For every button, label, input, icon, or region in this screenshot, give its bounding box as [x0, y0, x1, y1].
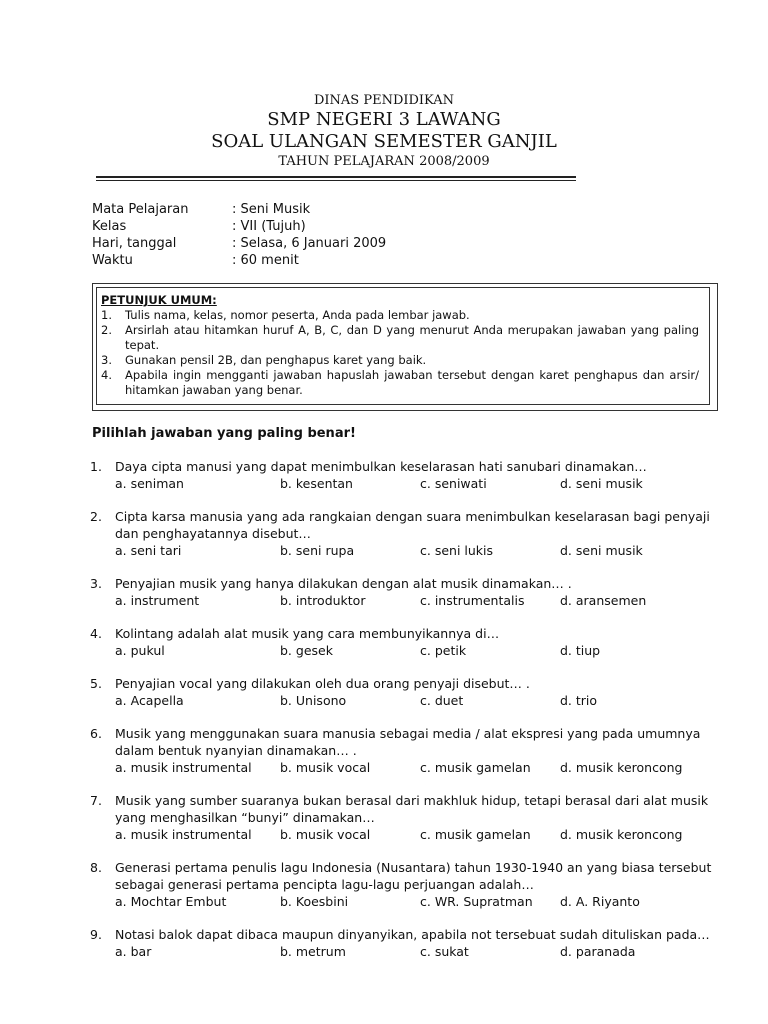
question-number: 8.	[90, 860, 102, 875]
option-a: a. seni tari	[115, 543, 182, 558]
exam-header	[0, 92, 768, 170]
question-item	[90, 508, 730, 559]
question-text: Generasi pertama penulis lagu Indonesia (Nusantara) tahun 1930-1940 an yang biasa tersebut sebagai generasi pertama pencipta lagu-lagu perjuangan adalah…	[115, 860, 712, 892]
header-rule-thick	[96, 176, 576, 178]
info-value: : Selasa, 6 Januari 2009	[232, 236, 387, 251]
academic-year: TAHUN PELAJARAN 2008/2009	[278, 154, 490, 169]
option-b: b. musik vocal	[280, 827, 371, 842]
option-c: c. sukat	[420, 944, 469, 959]
option-b: b. kesentan	[280, 476, 353, 491]
question-item	[90, 625, 730, 659]
answer-options	[90, 826, 730, 843]
instruction-item	[101, 368, 699, 398]
option-a: a. Mochtar Embut	[115, 894, 227, 909]
instructions-title: PETUNJUK UMUM:	[101, 293, 217, 307]
option-c: c. duet	[420, 693, 464, 708]
question-text: Kolintang adalah alat musik yang cara membunyikannya di…	[115, 626, 500, 641]
info-label: Hari, tanggal	[92, 236, 177, 251]
answer-options	[90, 893, 730, 910]
info-label: Waktu	[92, 253, 133, 268]
option-d: d. trio	[560, 693, 598, 708]
info-row-time	[92, 252, 386, 269]
instruction-item	[101, 308, 699, 323]
answer-options	[90, 692, 730, 709]
question-number: 9.	[90, 927, 102, 942]
question-text: Musik yang sumber suaranya bukan berasal dari makhluk hidup, tetapi berasal dari alat musik yang menghasilkan “bunyi” dinamakan…	[115, 793, 709, 825]
header-rule-thin	[96, 180, 576, 181]
option-d: d. aransemen	[560, 593, 647, 608]
question-item	[90, 458, 730, 492]
option-a: a. Acapella	[115, 693, 184, 708]
question-number: 5.	[90, 676, 102, 691]
question-item	[90, 859, 730, 910]
question-number: 6.	[90, 726, 102, 741]
instruction-number: 2.	[101, 323, 112, 337]
option-c: c. seni lukis	[420, 543, 494, 558]
info-value: : VII (Tujuh)	[232, 219, 306, 234]
instruction-item	[101, 353, 699, 368]
option-c: c. seniwati	[420, 476, 487, 491]
option-c: c. petik	[420, 643, 467, 658]
info-value: : Seni Musik	[232, 202, 311, 217]
answer-options	[90, 943, 730, 960]
answer-options	[90, 759, 730, 776]
option-d: d. A. Riyanto	[560, 894, 640, 909]
option-c: c. instrumentalis	[420, 593, 525, 608]
school-name: SMP NEGERI 3 LAWANG	[267, 109, 501, 130]
instruction-text: Tulis nama, kelas, nomor peserta, Anda pada lembar jawab.	[125, 308, 470, 322]
exam-info	[92, 201, 386, 269]
info-value: : 60 menit	[232, 253, 299, 268]
agency-name: DINAS PENDIDIKAN	[313, 93, 455, 108]
option-d: d. paranada	[560, 944, 636, 959]
instruction-text: Apabila ingin mengganti jawaban hapuslah jawaban tersebut dengan karet penghapus dan arsir/ hitamkan jawaban yang benar.	[125, 368, 699, 397]
option-d: d. seni musik	[560, 543, 643, 558]
answer-options	[90, 542, 730, 559]
answer-options	[90, 592, 730, 609]
question-number: 1.	[90, 459, 102, 474]
option-b: b. Unisono	[280, 693, 347, 708]
question-text: Penyajian musik yang hanya dilakukan dengan alat musik dinamakan… .	[115, 576, 572, 591]
question-text: Daya cipta manusi yang dapat menimbulkan keselarasan hati sanubari dinamakan…	[115, 459, 647, 474]
question-item	[90, 792, 730, 843]
instruction-text: Arsirlah atau hitamkan huruf A, B, C, dan D yang menurut Anda merupakan jawaban yang paling tepat.	[125, 323, 699, 352]
option-b: b. seni rupa	[280, 543, 355, 558]
question-item	[90, 675, 730, 709]
question-number: 7.	[90, 793, 102, 808]
option-b: b. metrum	[280, 944, 346, 959]
option-b: b. Koesbini	[280, 894, 349, 909]
option-c: c. musik gamelan	[420, 760, 531, 775]
question-number: 2.	[90, 509, 102, 524]
question-number: 4.	[90, 626, 102, 641]
question-text: Cipta karsa manusia yang ada rangkaian dengan suara menimbulkan keselarasan bagi penyaji dan penghayatannya disebut…	[115, 509, 710, 541]
question-list	[90, 458, 730, 976]
exam-title: SOAL ULANGAN SEMESTER GANJIL	[211, 131, 557, 152]
option-a: a. seniman	[115, 476, 184, 491]
info-row-date	[92, 235, 386, 252]
option-a: a. instrument	[115, 593, 200, 608]
question-instruction: Pilihlah jawaban yang paling benar!	[92, 426, 356, 441]
question-number: 3.	[90, 576, 102, 591]
option-a: a. musik instrumental	[115, 827, 252, 842]
answer-options	[90, 642, 730, 659]
question-text: Notasi balok dapat dibaca maupun dinyanyikan, apabila not tersebuat sudah dituliskan pada…	[115, 927, 710, 942]
option-c: c. musik gamelan	[420, 827, 531, 842]
option-a: a. pukul	[115, 643, 165, 658]
answer-options	[90, 475, 730, 492]
question-item	[90, 575, 730, 609]
instruction-item	[101, 323, 699, 353]
option-b: b. gesek	[280, 643, 333, 658]
instruction-number: 1.	[101, 308, 112, 322]
option-a: a. bar	[115, 944, 152, 959]
option-d: d. musik keroncong	[560, 827, 683, 842]
info-row-subject	[92, 201, 386, 218]
info-label: Kelas	[92, 219, 127, 234]
general-instructions	[101, 293, 699, 398]
question-text: Musik yang menggunakan suara manusia sebagai media / alat ekspresi yang pada umumnya dalam bentuk nyanyian dinamakan… .	[115, 726, 701, 758]
option-d: d. tiup	[560, 643, 601, 658]
question-text: Penyajian vocal yang dilakukan oleh dua orang penyaji disebut… .	[115, 676, 530, 691]
instruction-text: Gunakan pensil 2B, dan penghapus karet yang baik.	[125, 353, 427, 367]
info-label: Mata Pelajaran	[92, 202, 189, 217]
option-d: d. musik keroncong	[560, 760, 683, 775]
question-item	[90, 725, 730, 776]
option-b: b. introduktor	[280, 593, 366, 608]
option-d: d. seni musik	[560, 476, 643, 491]
option-a: a. musik instrumental	[115, 760, 252, 775]
option-b: b. musik vocal	[280, 760, 371, 775]
info-row-class	[92, 218, 386, 235]
instruction-number: 3.	[101, 353, 112, 367]
option-c: c. WR. Supratman	[420, 894, 533, 909]
instruction-number: 4.	[101, 368, 112, 382]
question-item	[90, 926, 730, 960]
